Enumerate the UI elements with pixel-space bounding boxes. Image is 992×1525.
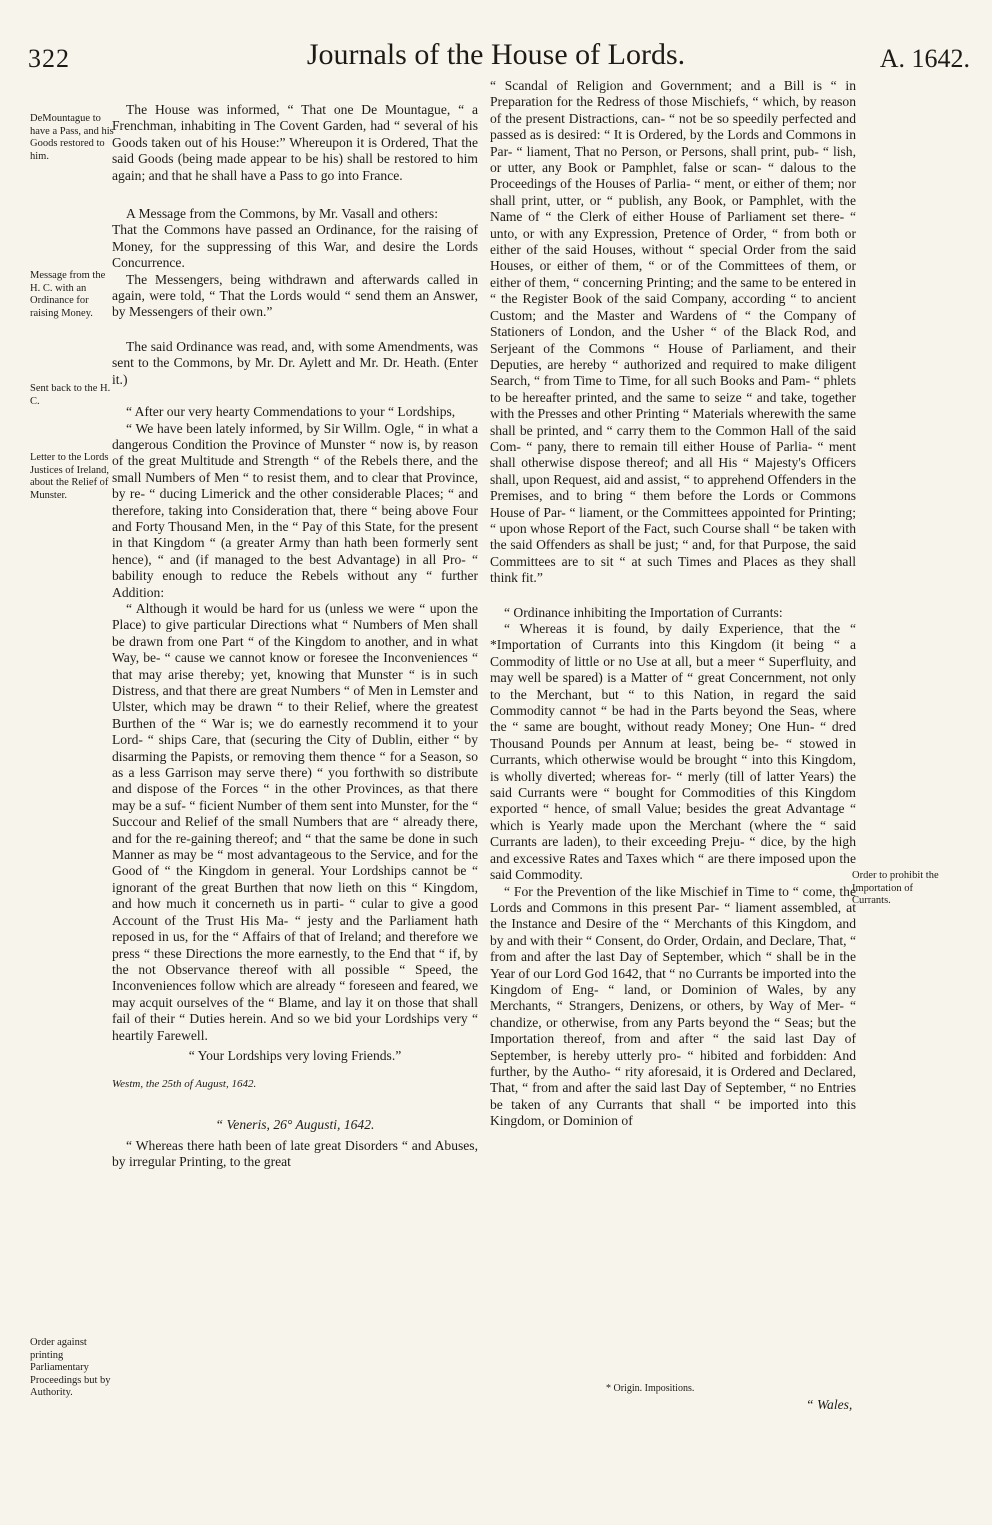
paragraph-letter-munster: “ We have been lately informed, by Sir Willm. Ogle, “ in what a dangerous Condition the Province of Munster “ now is, by reason of the great Multitude and Strength “ of the Rebels there, and the small Numbers of Men “ to resist them, and to clear that Province, by re- “ ducing Limerick and the other considerable Places; “ and therefore, taking into Consideration that, there “ being above Four and Forty Thousand Men, in the “ Pay of this State, for the present in that Kingdom “ (a greater Army than hath been formerly sent hence), “ and (if managed to the best Advantage) in all Pro- “ bability enough to reduce the Rebels without any “ further Addition: bbox=[112, 420, 478, 600]
paragraph-printing-order: “ Scandal of Religion and Government; and a Bill is “ in Preparation for the Redress of those Mischiefs, “ which, by reason of the present Distractions, can- “ not be so speedily perfected and passed as is desired: “ It is Ordered, by the Lords and Commons in Par- “ liament, That no Person, or Persons, shall print, pub- “ lish, or utter, any Book or Pamphlet, false or scan- “ dalous to the Proceedings of the Houses of Parlia- “ ment, or either of them; nor shall print, utter, or “ publish, any Book, or Pamphlet, with the Name of “ the Clerk of either House of Parliament set there- “ unto, or with any Expression, Pretence of Order, “ from both or either of the said Houses, without “ special Order from the said Houses, or either of them, “ or of the Committees of them, or either of them, “ concerning Printing; and the same to be entered in “ the Register Book of the said Company, according “ to ancient Custom; and the Master and Wardens of “ the Company of Stationers of London, and the Usher “ of the Black Rod, and Serjeant of the Commons “ House of Parliament, and their Deputies, are hereby “ authorized and required to make diligent Search, “ from Time to Time, for all such Books and Pam- “ phlets to be hereafter printed, and the same to seize “ and take, together with the Presses and other Printing “ Materials wherewith the same shall be printed, and “ carry them to the Common Hall of the said Com- “ pany, there to remain till either House of Parlia- “ ment shall otherwise dispose thereof; and all His “ Majesty's Officers shall, upon Request, aid and assist, “ to apprehend Offenders in the Premises, and to bring “ them before the Lords or Commons House of Par- “ liament, or the Committees appointed for Printing; “ upon whose Report of the Fact, such Course shall “ be taken with the said Offenders as shall be just; “ and, for that Purpose, the said Committees are to sit “ at such Times and Places as they shall think fit.” bbox=[490, 78, 856, 586]
paragraph-letter-directions: “ Although it would be hard for us (unless we were “ upon the Place) to give particular Directions what “ Numbers of Men shall be drawn from one Part “ of the Kingdom to another, and in what Way, be- “ cause we cannot know or foresee the Inconveniences “ that may arise thereby; yet, knowing that Munster “ is in such Distress, and that there are great Numbers “ of Men in Lemster and Ulster, which may be drawn “ to their Relief, where the greatest Burthen of the “ War is; we do earnestly recommend it to your Lord- “ ships Care, that (securing the City of Dublin, either “ by disarming the Papists, or removing them thence “ for a Season, so as a less Garrison may serve there) “ you forthwith so distribute and dispose of the Forces “ in the other Provinces, as that there may be a suf- “ ficient Number of them sent into Munster, for the “ Succour and Relief of the small Numbers that are “ already there, and for the re-gaining thereof; and “ that the same be done in such Manner as may be “ most advantageous to the Service, and for the Good of “ the Kingdom in general. Your Lordships cannot be “ ignorant of the great Burthen that now lieth on this “ Kingdom, and how much it concerneth us in parti- “ cular to give a good Account of the Trust His Ma- “ jesty and the Parliament hath reposed in us, for the “ Affairs of that of Ireland; and therefore we press “ these Directions the more earnestly, to the End that “ if, by the not Observance thereof with all possible “ Speed, the Inconveniences follow which are already “ foreseen and feared, we may acquit ourselves of the “ Blame, and lay it on those that shall fail of their “ Duties herein. And so we bid your Lordships very “ heartily Farewell. bbox=[112, 600, 478, 1043]
paragraph-currants-whereas: “ Whereas it is found, by daily Experience, that the “ *Importation of Currants into this Kingdom (it being “ a Commodity of little or no Use at all, but a meer “ Superfluity, and may well be spared) is a Matter of “ great Concernment, not only to the Merchant, but “ to this Nation, in regard the said Commodity cannot “ be had in the Parts beyond the Seas, where the “ same are bought, without ready Money; One Hun- “ dred Thousand Pounds per Annum at least, being be- “ stowed in Currants, which otherwise would be brought “ into this Kingdom, is wholly diverted; whereas for- “ merly (till of latter Years) the said Currants were “ bought for Commodities of this Kingdom exported “ hence, of small Value; besides the great Advantage “ which is Yearly made upon the Merchant (where the “ said Currants are laden), to their exceeding Preju- “ dice, by the high and excessive Rates and Taxes which “ are there imposed upon the said Commodity. bbox=[490, 621, 856, 883]
running-title: Journals of the House of Lords. bbox=[306, 38, 686, 71]
left-column bbox=[112, 78, 478, 1171]
date-heading: “ Veneris, 26° Augusti, 1642. bbox=[215, 1117, 375, 1133]
letter-dateline: Westm, the 25th of August, 1642. bbox=[112, 1078, 257, 1091]
margin-note-sent-back: Sent back to the H. C. bbox=[30, 383, 111, 407]
paragraph-letter-salutation: “ After our very hearty Commendations to your “ Lordships, bbox=[126, 404, 456, 420]
footnote: * Origin. Impositions. bbox=[606, 1383, 695, 1394]
page-number: 322 bbox=[28, 44, 70, 73]
paragraph-de-mountague: The House was informed, “ That one De Mountague, “ a Frenchman, inhabiting in The Covent Garden, had “ several of his Goods taken out of his House:” Whereupon it is Ordered, That the said Goods (being made appear to be his) shall be restored to him again; and that he shall have a Pass to go into France. bbox=[112, 102, 478, 183]
paragraph-messengers: The Messengers, being withdrawn and afterwards called in again, were told, “ That the Lords would “ send them an Answer, by Messengers of their own.” bbox=[112, 271, 478, 320]
margin-note-de-mountague: DeMountague to have a Pass, and his Goods restored to him. bbox=[30, 113, 114, 162]
margin-note-order-printing: Order against printing Parliamentary Proceedings but by Authority. bbox=[30, 1337, 111, 1398]
margin-note-order-currants: Order to prohibit the Importation of Currants. bbox=[852, 870, 939, 906]
right-column bbox=[490, 78, 856, 1130]
paragraph-letter-closing: “ Your Lordships very loving Friends.” bbox=[188, 1047, 402, 1063]
paragraph-currants-prevention: “ For the Prevention of the like Mischief in Time to “ come, the Lords and Commons in this present Par- “ liament assembled, at the Instance and Desire of the “ Merchants of this Kingdom, and by and with their “ Consent, do Order, Ordain, and Declare, That, “ from and after the last Day of September, which “ shall be in the Year of our Lord God 1642, that “ no Currants be imported into the Kingdom of Eng- “ land, or Dominion of Wales, by any Merchants, “ Strangers, Denizens, or others, by Way of Mer- “ chandize, or otherwise, from any Parts beyond the “ Seas; but the Importation thereof, from and after “ the said last Day of September, is hereby utterly pro- “ hibited and forbidden: And further, by the Autho- “ rity aforesaid, it is Ordered and Declared, That, “ from and after the said last Day of September, “ no Entries be taken of any Currants that shall “ be imported into this Kingdom, or Dominion of bbox=[490, 883, 856, 1129]
paragraph-currants-title: “ Ordinance inhibiting the Importation of Currants: bbox=[504, 604, 783, 620]
paragraph-ordinance-read: The said Ordinance was read, and, with some Amendments, was sent to the Commons, by Mr. Dr. Aylett and Mr. Dr. Heath. (Enter it.) bbox=[112, 338, 478, 387]
paragraph-ordinance-passed: That the Commons have passed an Ordinance, for the raising of Money, for the suppressing of this War, and desire the Lords Concurrence. bbox=[112, 222, 478, 271]
paragraph-message-commons: A Message from the Commons, by Mr. Vasall and others: bbox=[126, 206, 438, 222]
year-label: A. 1642. bbox=[879, 44, 970, 73]
margin-note-message-ordinance: Message from the H. C. with an Ordinance for raising Money. bbox=[30, 270, 106, 319]
catchword: “ Wales, bbox=[806, 1397, 853, 1412]
paragraph-printing-order-start: “ Whereas there hath been of late great Disorders “ and Abuses, by irregular Printing, to the great bbox=[112, 1137, 478, 1170]
margin-note-letter-lords-justices: Letter to the Lords Justices of Ireland, about the Relief of Munster. bbox=[30, 452, 110, 501]
